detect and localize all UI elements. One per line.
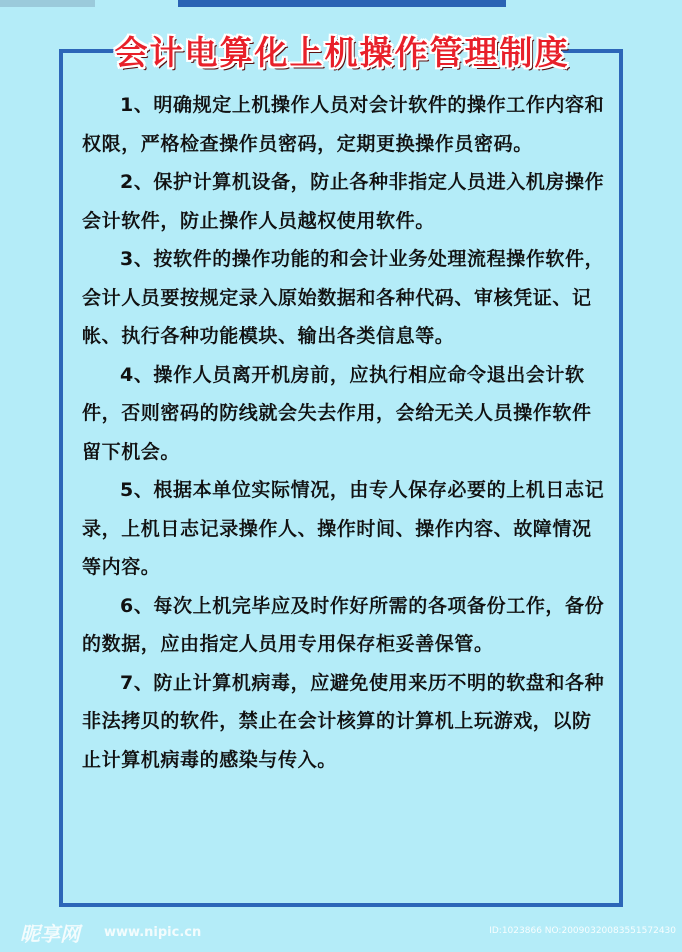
- watermark-logo: 昵享网: [20, 922, 80, 946]
- regulation-item-2: 2、保护计算机设备，防止各种非指定人员进入机房操作会计软件，防止操作人员越权使用软件。: [82, 171, 605, 232]
- regulation-item-4: 4、操作人员离开机房前，应执行相应命令退出会计软件，否则密码的防线就会失去作用，会给无关人员操作软件留下机会。: [82, 363, 592, 463]
- regulation-item-7: 7、防止计算机病毒，应避免使用来历不明的软盘和各种非法拷贝的软件，禁止在会计核算的计算机上玩游戏，以防止计算机病毒的感染与传入。: [82, 671, 605, 771]
- regulation-item-5: 5、根据本单位实际情况，由专人保存必要的上机日志记录，上机日志记录操作人、操作时间、操作内容、故障情况等内容。: [82, 479, 605, 578]
- top-left-mark: [0, 0, 95, 7]
- regulation-item-6: 6、每次上机完毕应及时作好所需的各项备份工作，备份的数据，应由指定人员用专用保存柜妥善保管。: [82, 594, 605, 655]
- title-banner: [114, 22, 570, 78]
- watermark-id: ID:1023866 NO:20090320083551572430: [489, 926, 676, 936]
- regulation-item-1: 1、明确规定上机操作人员对会计软件的操作工作内容和权限，严格检查操作员密码，定期更换操作员密码。: [82, 94, 605, 155]
- regulation-body: [82, 86, 607, 779]
- page-title: 会计电算化上机操作管理制度: [114, 32, 570, 72]
- top-decorative-bar: [178, 0, 506, 7]
- regulation-item-3: 3、按软件的操作功能的和会计业务处理流程操作软件，会计人员要按规定录入原始数据和各种代码、审核凭证、记帐、执行各种功能模块、输出各类信息等。: [82, 248, 605, 347]
- watermark-url: www.nipic.cn: [104, 925, 202, 940]
